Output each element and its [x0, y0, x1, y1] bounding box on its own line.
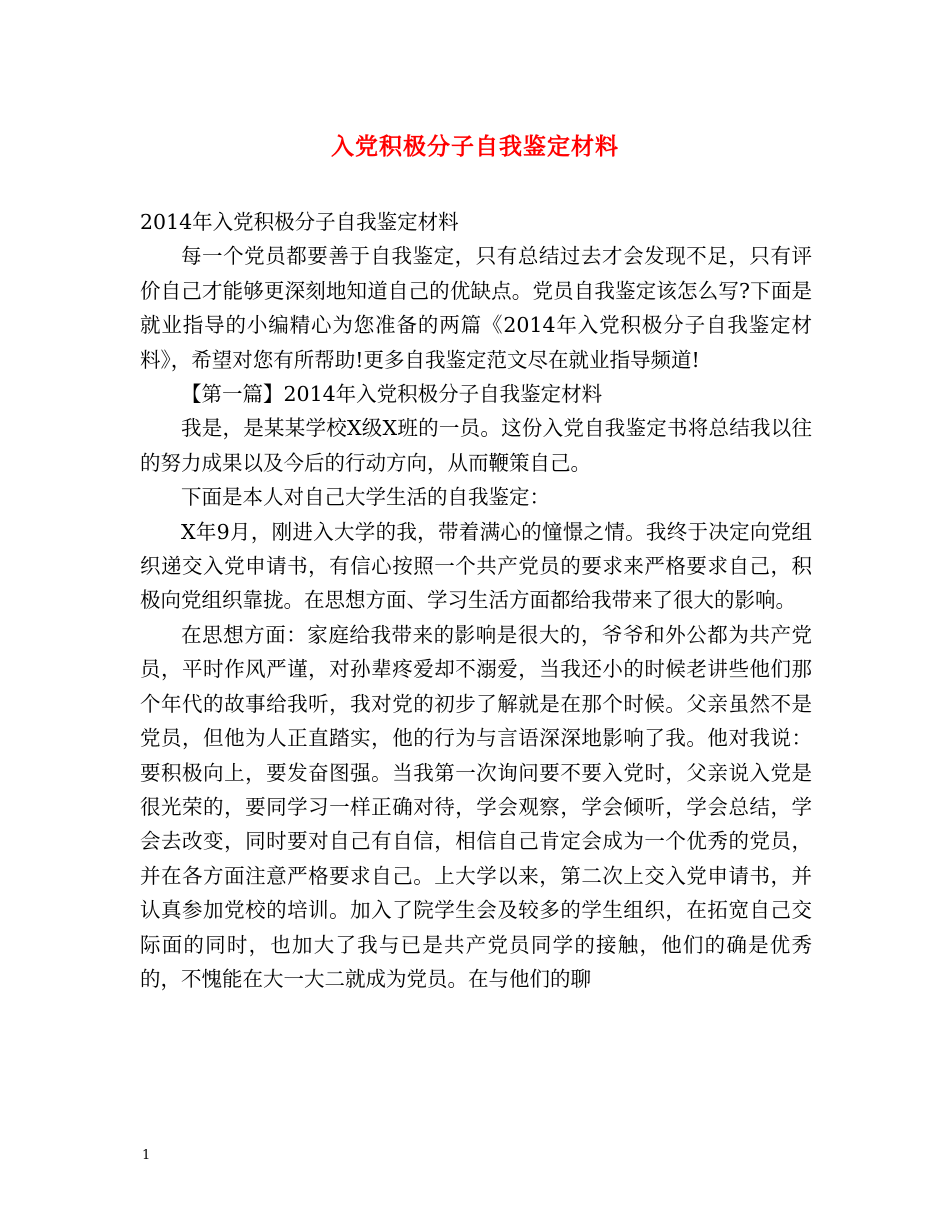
body-paragraph: 在思想方面：家庭给我带来的影响是很大的，爷爷和外公都为共产党员，平时作风严谨，对孙辈疼爱却不溺爱，当我还小的时候老讲些他们那个年代的故事给我听，我对党的初步了解就是在那个时候。父亲虽然不是党员，但他为人正直踏实，他的行为与言语深深地影响了我。他对我说：要积极向上，要发奋图强。当我第一次询问要不要入党时，父亲说入党是很光荣的，要同学习一样正确对待，学会观察，学会倾听，学会总结，学会去改变，同时要对自己有自信，相信自己肯定会成为一个优秀的党员，并在各方面注意严格要求自己。上大学以来，第二次上交入党申请书，并认真参加党校的培训。加入了院学生会及较多的学生组织，在拓宽自己交际面的同时，也加大了我与已是共产党员同学的接触，他们的确是优秀的，不愧能在大一大二就成为党员。在与他们的聊 — [140, 622, 812, 991]
page-number: 1 — [142, 1148, 151, 1163]
body-paragraph: X年9月，刚进入大学的我，带着满心的憧憬之情。我终于决定向党组织递交入党申请书，有信心按照一个共产党员的要求来严格要求自己，积极向党组织靠拢。在思想方面、学习生活方面都给我带来了很大的影响。 — [140, 519, 812, 613]
document-body — [140, 205, 812, 996]
document-title: 入党积极分子自我鉴定材料 — [331, 133, 619, 160]
subtitle-paragraph: 2014年入党积极分子自我鉴定材料 — [140, 210, 459, 234]
section-heading: 【第一篇】2014年入党积极分子自我鉴定材料 — [181, 382, 603, 407]
body-paragraph: 我是，是某某学校X级X班的一员。这份入党自我鉴定书将总结我以往的努力成果以及今后的行动方向，从而鞭策自己。 — [140, 416, 812, 475]
body-paragraph: 下面是本人对自己大学生活的自我鉴定： — [181, 485, 550, 510]
intro-paragraph: 每一个党员都要善于自我鉴定，只有总结过去才会发现不足，只有评价自己才能够更深刻地知道自己的优缺点。党员自我鉴定该怎么写?下面是就业指导的小编精心为您准备的两篇《2014年入党积极分子自我鉴定材料》，希望对您有所帮助!更多自我鉴定范文尽在就业指导频道! — [140, 244, 812, 372]
